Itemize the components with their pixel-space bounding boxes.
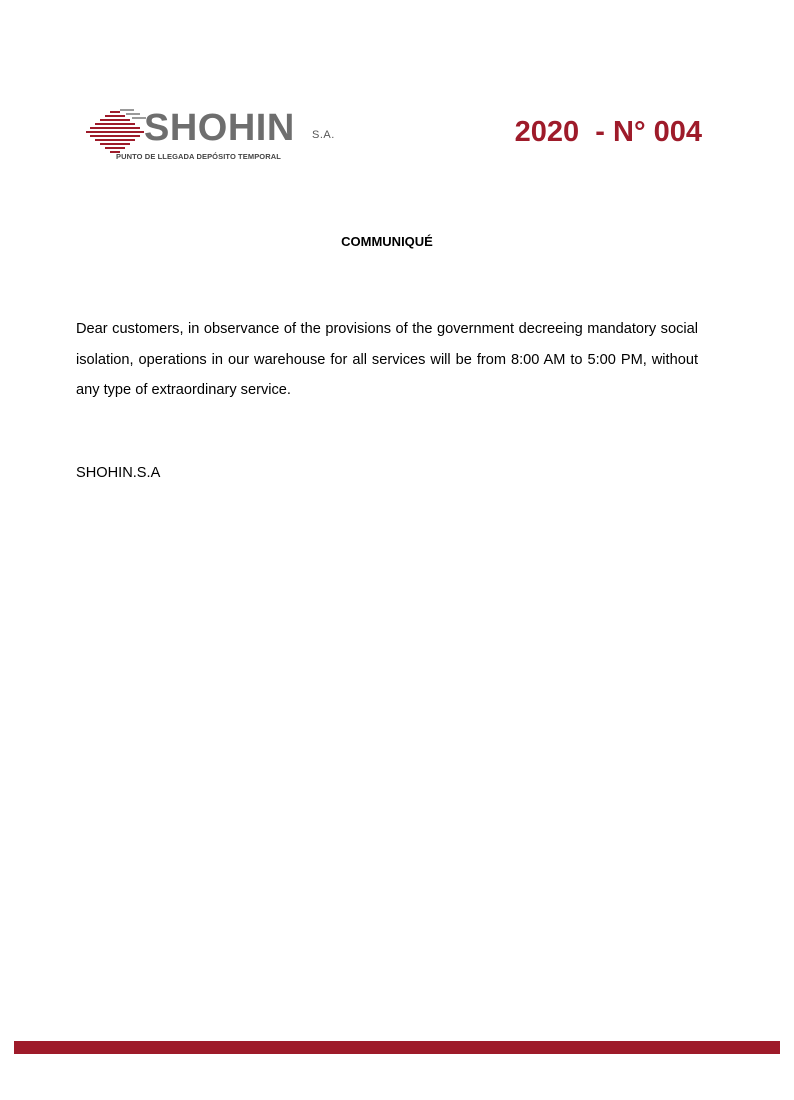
document-signature: SHOHIN.S.A [76, 465, 161, 481]
document-title: COMMUNIQUÉ [341, 234, 433, 249]
document-number: 2020 - N° 004 [514, 116, 702, 148]
logo-suffix: S.A. [312, 129, 335, 141]
logo-tagline: PUNTO DE LLEGADA DEPÓSITO TEMPORAL [116, 152, 281, 161]
company-logo [86, 104, 336, 168]
footer-bar [14, 1041, 780, 1054]
logo-wordmark: SHOHIN [144, 107, 295, 149]
document-body: Dear customers, in observance of the provisions of the government decreeing mandatory social isolation, operations in our warehouse for all services will be from 8:00 AM to 5:00 PM, without any type of extraordinary service. [76, 321, 698, 398]
